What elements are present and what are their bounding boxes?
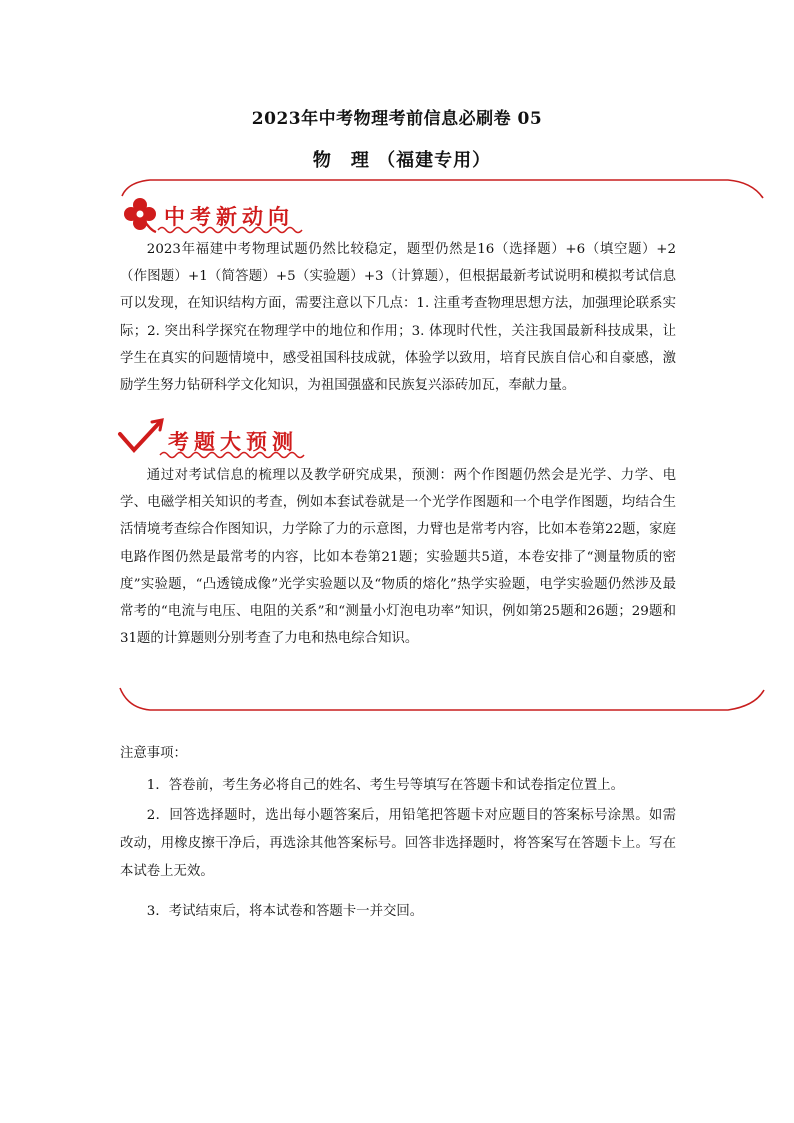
- note-item: 1．答卷前，考生务必将自己的姓名、考生号等填写在答题卡和试卷指定位置上。: [146, 778, 624, 793]
- check-arrow-icon: [120, 420, 162, 450]
- section-2-heading: 考题大预测: [168, 430, 298, 454]
- note-item: 2．回答选择题时，选出每小题答案后，用铅笔把答题卡对应题目的答案标号涂黑。如需改动，用橡皮擦干净后，再选涂其他答案标号。回答非选择题时，将答案写在答题卡上。写在本试卷上无效。: [120, 808, 676, 879]
- section-1-body: 2023年福建中考物理试题仍然比较稳定，题型仍然是16（选择题）+6（填空题）+2（作图题）+1（简答题）+5（实验题）+3（计算题），但根据最新考试说明和模拟考试信息可以发现，在知识结构方面，需要注意以下几点：1. 注重考查物理思想方法，加强理论联系实际；2. 突出科学探究在物理学中的地位和作用；3. 体现时代性，关注我国最新科技成果，让学生在真实的问题情境中，感受祖国科技成就，体验学以致用，培育民族自信心和自豪感，激励学生努力钻研科学文化知识，为祖国强盛和民族复兴添砖加瓦，奉献力量。: [120, 242, 676, 394]
- section-1-heading: 中考新动向: [164, 205, 294, 229]
- page-subtitle: 物 理 （福建专用）: [312, 150, 492, 171]
- section-2-body: 通过对考试信息的梳理以及教学研究成果，预测：两个作图题仍然会是光学、力学、电学、电磁学相关知识的考查，例如本套试卷就是一个光学作图题和一个电学作图题，均结合生活情境考查综合作图知识，力学除了力的示意图，力臂也是常考内容，比如本卷第22题，家庭电路作图仍然是最常考的内容，比如本卷第21题；实验题共5道，本卷安排了“测量物质的密度”实验题，“凸透镜成像”光学实验题以及“物质的熔化”热学实验题，电学实验题仍然涉及最常考的“电流与电压、电阻的关系”和“测量小灯泡电功率”知识，例如第25题和26题；29题和31题的计算题则分别考查了力电和热电综合知识。: [120, 468, 676, 647]
- notes-heading: 注意事项：: [120, 746, 187, 761]
- frame-top-arc: [122, 180, 763, 198]
- note-item: 3．考试结束后，将本试卷和答题卡一并交回。: [146, 904, 424, 919]
- clover-icon: [124, 198, 156, 232]
- frame-bottom-arc: [120, 688, 764, 710]
- page-title: 2023年中考物理考前信息必刷卷 05: [251, 109, 543, 129]
